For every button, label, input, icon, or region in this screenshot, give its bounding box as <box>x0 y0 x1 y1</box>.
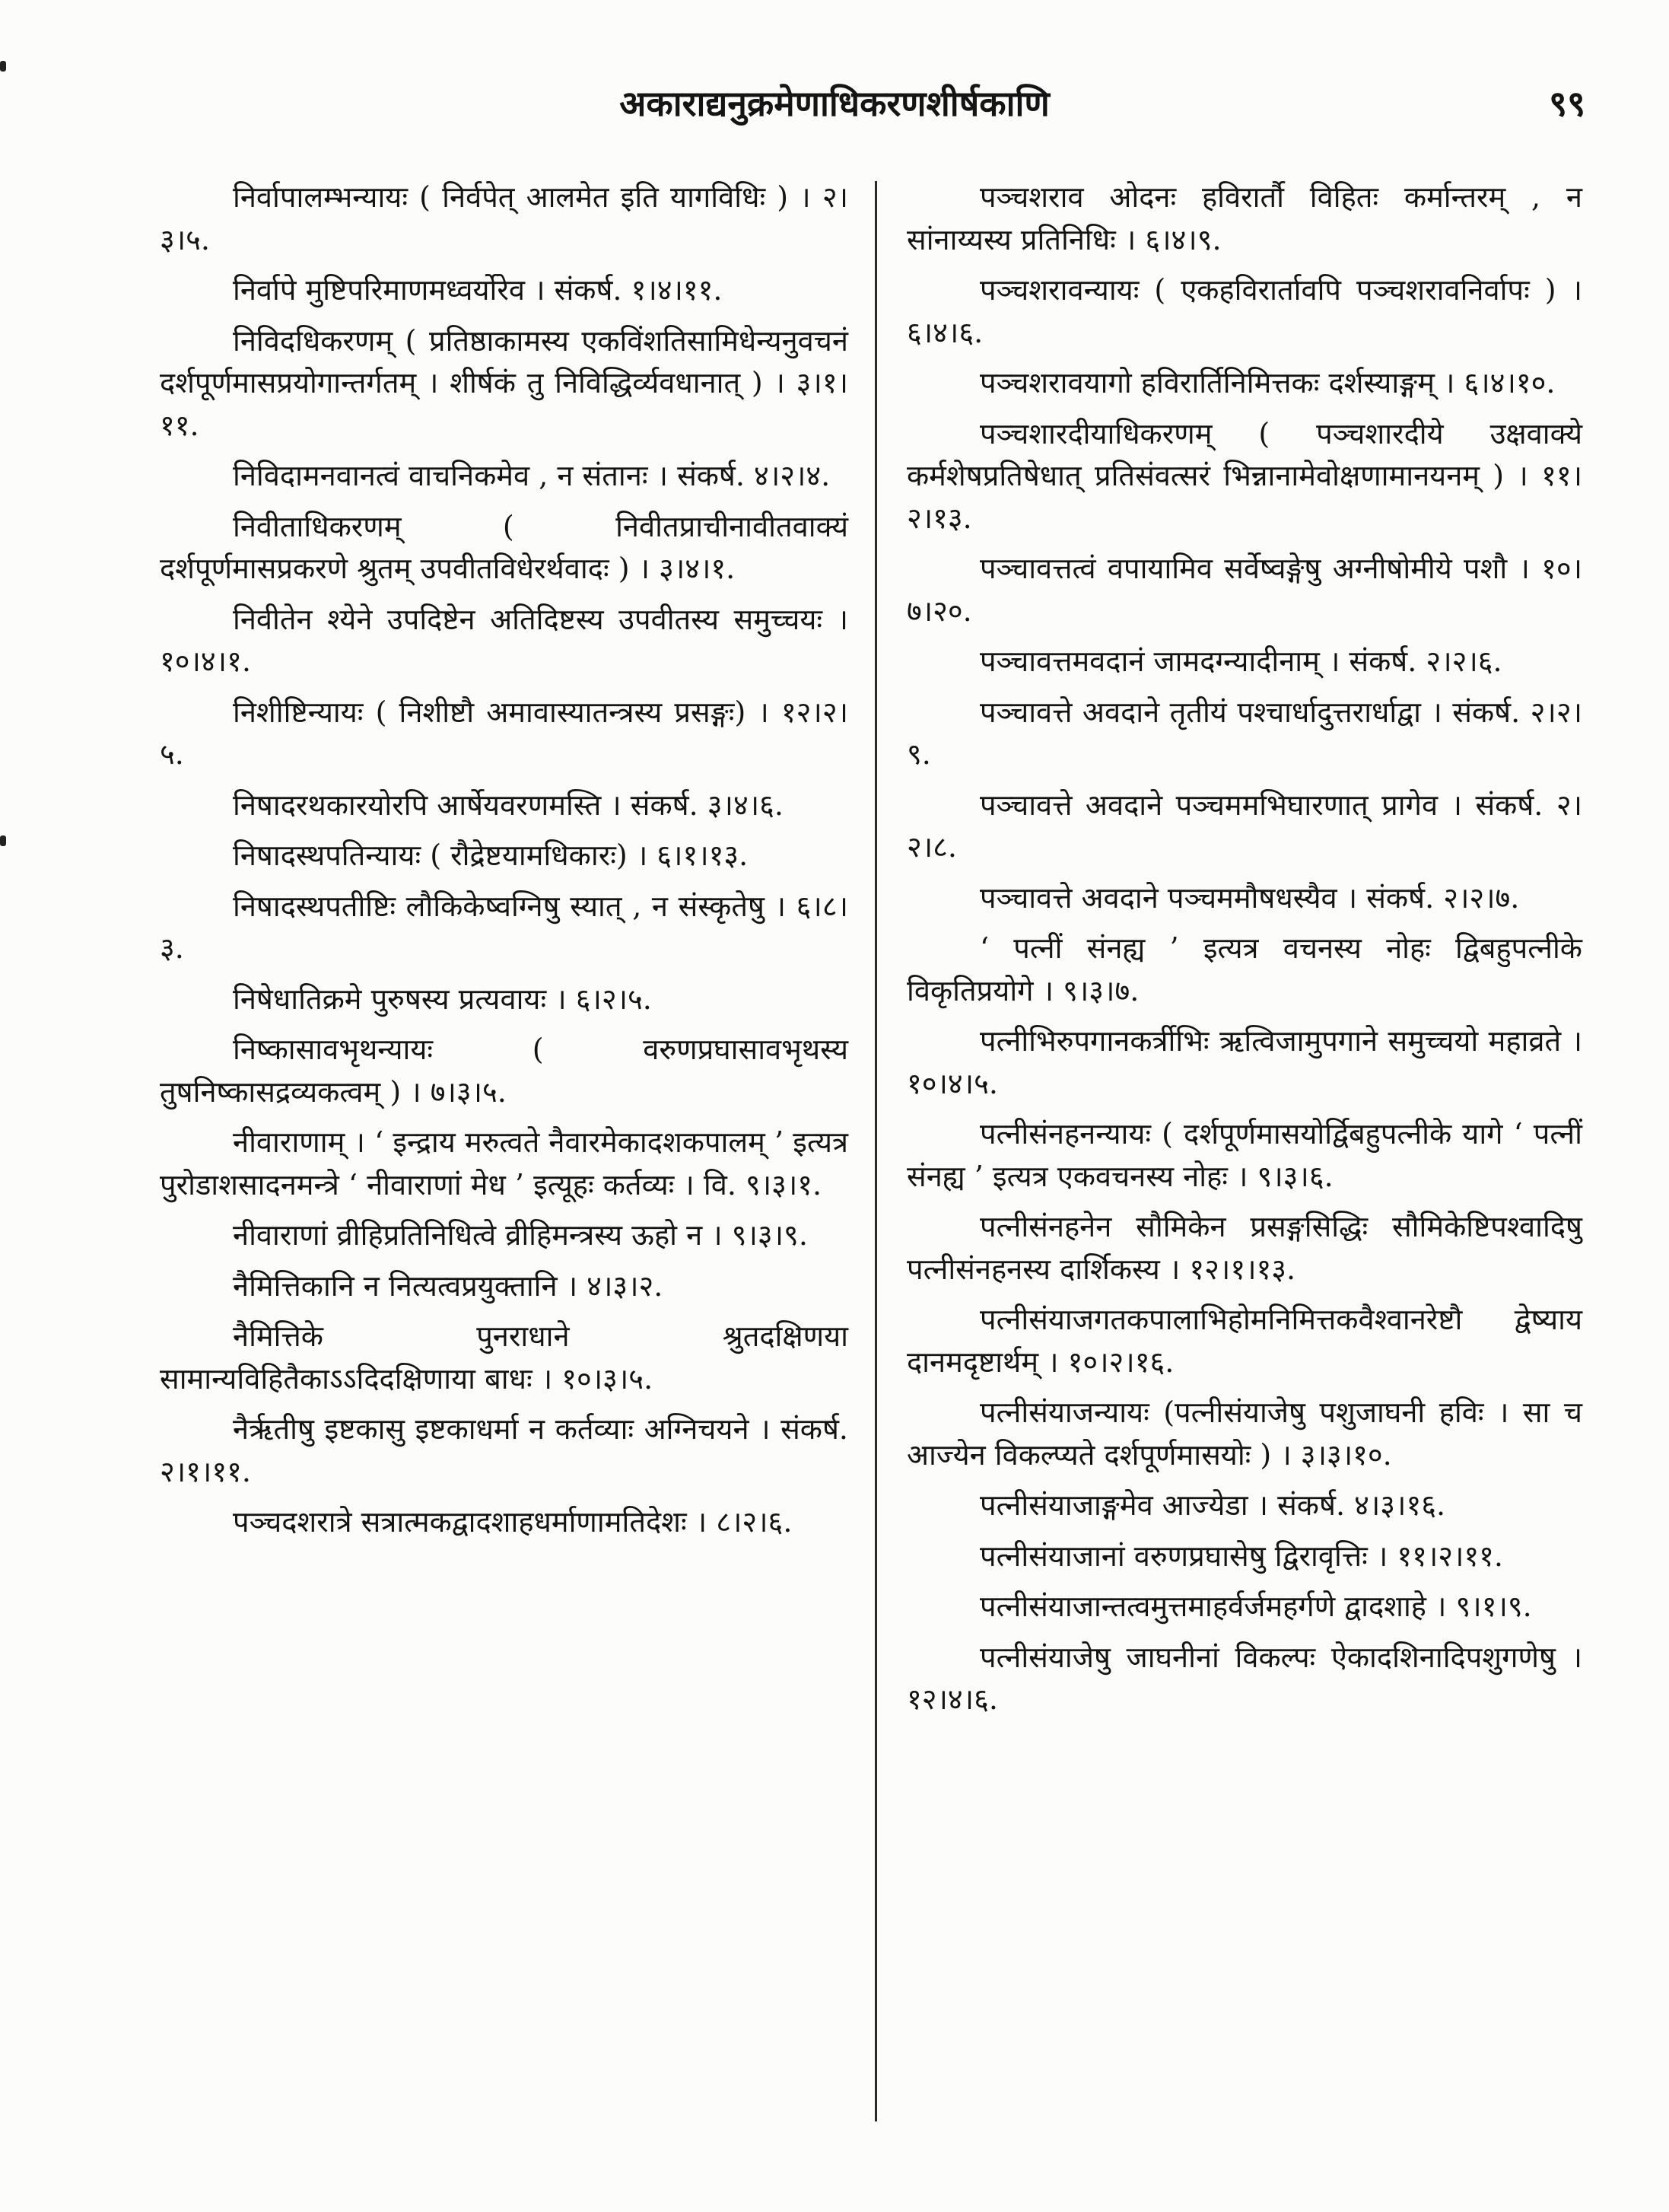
index-entry: पत्नीसंनहनन्यायः ( दर्शपूर्णमासयोर्द्विबहुपत्नीके यागे ‘ पत्नीं संनह्य ’ इत्यत्र एकवचनस्य नोहः । ९।३।६. <box>907 1117 1582 1193</box>
page-number: ९९ <box>1549 83 1585 124</box>
index-entry: निषादस्थपतीष्टिः लौकिकेष्वग्निषु स्यात् , न संस्कृतेषु । ६।८।३. <box>160 889 848 965</box>
index-entry: निवीतेन श्येने उपदिष्टेन अतिदिष्टस्य उपवीतस्य समुच्चयः । १०।४।१. <box>160 602 848 678</box>
index-entry: निविदामनवानत्वं वाचनिकमेव , न संतानः । संकर्ष. ४।२।४. <box>233 459 831 492</box>
index-entry: पञ्चशरावन्यायः ( एकहविरार्तावपि पञ्चशरावनिर्वापः ) । ६।४।६. <box>907 273 1582 349</box>
index-entry: पत्नीसंयाजाङ्गमेव आज्येडा । संकर्ष. ४।३।१६. <box>980 1488 1446 1522</box>
index-entry: नैमित्तिके पुनराधाने श्रुतदक्षिणया सामान्यविहितैकाऽऽदिदक्षिणाया बाधः । १०।३।५. <box>160 1319 848 1396</box>
index-entry: निषादस्थपतिन्यायः ( रौद्रेष्टयामधिकारः) । ६।१।१३. <box>233 839 749 872</box>
column-divider <box>875 181 877 2121</box>
index-entry: पत्नीसंयाजानां वरुणप्रघासेषु द्विरावृत्तिः । ११।२।११. <box>980 1539 1504 1573</box>
index-entry: पञ्चावत्तमवदानं जामदग्न्यादीनाम् । संकर्ष. २।२।६. <box>980 645 1502 678</box>
index-entry: पञ्चदशरात्रे सत्रात्मकद्वादशाहधर्माणामतिदेशः । ८।२।६. <box>233 1505 793 1539</box>
index-entry: नीवाराणां व्रीहिप्रतिनिधित्वे व्रीहिमन्त्रस्य ऊहो न । ९।३।९. <box>233 1218 808 1252</box>
page-header <box>0 79 1669 140</box>
page-title: अकाराद्यनुक्रमेणाधिकरणशीर्षकाणि <box>619 83 1050 124</box>
index-entry: निर्वापालम्भन्यायः ( निर्वपेत् आलमेत इति यागविधिः ) । २।३।५. <box>160 180 848 256</box>
scan-mark <box>0 61 6 72</box>
index-entry: पत्नीसंनहनेन सौमिकेन प्रसङ्गसिद्धिः सौमिकेष्टिपश्वादिषु पत्नीसंनहनस्य दार्शिकस्य । १२।१।१३. <box>907 1210 1582 1286</box>
index-entry: पत्नीसंयाजान्तत्वमुत्तमाहर्वर्जमहर्गणे द्वादशाहे । ९।१।९. <box>980 1590 1532 1623</box>
index-entry: पत्नीसंयाजन्यायः (पत्नीसंयाजेषु पशुजाघनी हविः । सा च आज्येन विकल्प्यते दर्शपूर्णमासयोः ) । ३।३।१०. <box>907 1396 1582 1472</box>
index-entry: पञ्चशरावयागो हविरार्तिनिमित्तकः दर्शस्याङ्गम् । ६।४।१०. <box>980 366 1556 399</box>
index-entry: निवीताधिकरणम् ( निवीतप्राचीनावीतवाक्यं दर्शपूर्णमासप्रकरणे श्रुतम् उपवीतविधेरर्थवादः ) । ३।४।१. <box>160 509 848 585</box>
index-entry: पञ्चावत्ते अवदाने पञ्चममभिघारणात् प्रागेव । संकर्ष. २।२।८. <box>907 788 1582 864</box>
index-entry: पञ्चावत्ते अवदाने पञ्चममौषधस्यैव । संकर्ष. २।२।७. <box>980 880 1520 915</box>
index-entry: नीवाराणाम् । ‘ इन्द्राय मरुत्वते नैवारमेकादशकपालम् ’ इत्यत्र पुरोडाशसादनमन्त्रे ‘ नीवाराणां मेध ’ इत्यूहः कर्तव्यः । वि. ९।३।१. <box>160 1125 848 1201</box>
index-entry: नैर्ऋतीषु इष्टकासु इष्टकाधर्मा न कर्तव्याः अग्निचयने । संकर्ष. २।१।११. <box>160 1412 848 1488</box>
index-entry: निष्कासावभृथन्यायः ( वरुणप्रघासावभृथस्य तुषनिष्कासद्रव्यकत्वम् ) । ७।३।५. <box>160 1033 848 1109</box>
right-column <box>907 177 1582 1730</box>
index-entry: पत्नीसंयाजेषु जाघनीनां विकल्पः ऐकादशिनादिपशुगणेषु । १२।४।६. <box>907 1640 1582 1716</box>
index-entry: पत्नीभिरुपगानकर्त्रीभिः ऋत्विजामुपगाने समुच्चयो महाव्रते । १०।४।५. <box>907 1024 1582 1100</box>
index-entry: पञ्चशारदीयाधिकरणम् ( पञ्चशारदीये उक्षवाक्ये कर्मशेषप्रतिषेधात् प्रतिसंवत्सरं भिन्नानामेवोक्षणामानयनम् ) । ११।२।१३. <box>907 416 1582 535</box>
index-entry: ‘ पत्नीं संनह्य ’ इत्यत्र वचनस्य नोहः द्विबहुपत्नीके विकृतिप्रयोगे । ९।३।७. <box>907 931 1582 1007</box>
index-entry: निविदधिकरणम् ( प्रतिष्ठाकामस्य एकविंशतिसामिधेन्यनुवचनं दर्शपूर्णमासप्रयोगान्तर्गतम् । शीर्षकं तु निविद्धिर्व्यवधानात् ) । ३।१।११. <box>160 323 848 442</box>
left-column <box>160 177 848 1552</box>
scan-mark <box>0 835 6 846</box>
index-entry: निर्वापे मुष्टिपरिमाणमध्वर्योरेव । संकर्ष. १।४।११. <box>233 273 723 307</box>
index-entry: पञ्चशराव ओदनः हविरार्तौ विहितः कर्मान्तरम् , न सांनाय्यस्य प्रतिनिधिः । ६।४।९. <box>907 180 1582 256</box>
index-entry: निषादरथकारयोरपि आर्षेयवरणमस्ति । संकर्ष. ३।४।६. <box>233 788 784 822</box>
index-entry: पञ्चावत्तत्वं वपायामिव सर्वेष्वङ्गेषु अग्नीषोमीये पशौ । १०।७।२०. <box>907 552 1582 628</box>
index-entry: नैमित्तिकानि न नित्यत्वप्रयुक्तानि । ४।३।२. <box>233 1268 663 1303</box>
index-entry: निषेधातिक्रमे पुरुषस्य प्रत्यवायः । ६।२।५. <box>233 982 652 1016</box>
index-entry: पत्नीसंयाजगतकपालाभिहोमनिमित्तकवैश्वानरेष्टौ द्वेष्याय दानमदृष्टार्थम् । १०।२।१६. <box>907 1303 1582 1379</box>
index-entry: निशीष्टिन्यायः ( निशीष्टौ अमावास्यातन्त्रस्य प्रसङ्गः) । १२।२।५. <box>160 695 848 771</box>
index-entry: पञ्चावत्ते अवदाने तृतीयं पश्चार्धादुत्तरार्धाद्वा । संकर्ष. २।२।९. <box>907 695 1582 771</box>
